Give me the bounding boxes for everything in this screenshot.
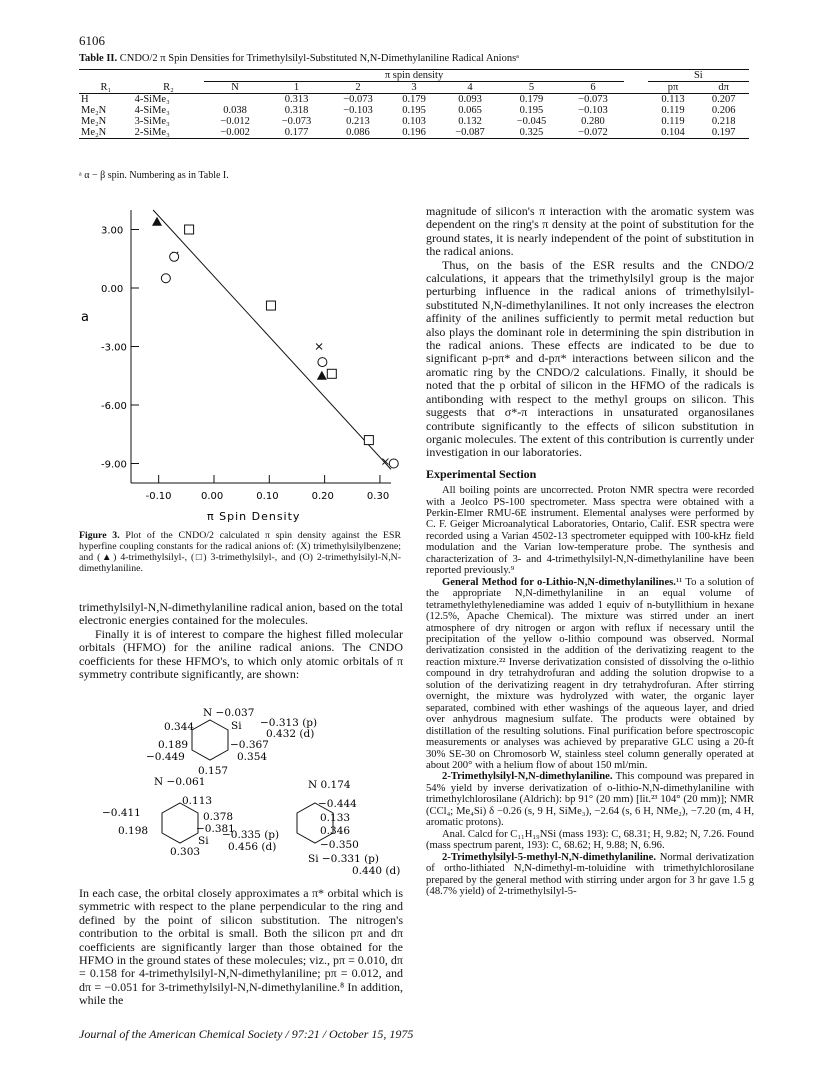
table-caption-text: CNDO/2 π Spin Densities for Trimethylsilyl-Substituted N,N-Dimethylaniline Radical Anionsᵃ <box>119 53 520 64</box>
svg-text:−0.350: −0.350 <box>320 839 359 851</box>
spin-density-table <box>79 69 749 139</box>
table-footnote: ᵃ α − β spin. Numbering as in Table I. <box>79 170 229 181</box>
svg-text:0.432 (d): 0.432 (d) <box>266 728 315 740</box>
point-square <box>327 369 336 378</box>
left-column-top <box>79 601 403 681</box>
svg-text:0.113: 0.113 <box>182 795 213 807</box>
x-tick-label: 0.10 <box>256 491 279 502</box>
x-tick-label: -0.10 <box>145 491 172 502</box>
svg-text:0.198: 0.198 <box>118 825 149 837</box>
point-circle <box>170 252 179 261</box>
svg-text:0.157: 0.157 <box>198 765 229 777</box>
page-number: 6106 <box>79 33 105 48</box>
col-header: 2 <box>355 82 361 93</box>
svg-text:Si: Si <box>198 835 209 847</box>
point-circle <box>161 274 170 283</box>
table-caption <box>79 53 759 64</box>
spin-density-group-header: π spin density <box>204 70 623 82</box>
svg-text:N −0.061: N −0.061 <box>154 776 206 788</box>
right-column <box>426 205 754 897</box>
col-header: R₂ <box>163 81 174 93</box>
y-tick-label: -6.00 <box>101 401 127 412</box>
col-header: 5 <box>528 82 535 93</box>
svg-text:0.303: 0.303 <box>170 846 201 858</box>
svg-text:−0.411: −0.411 <box>102 807 141 819</box>
svg-text:−0.335 (p): −0.335 (p) <box>222 829 280 841</box>
table-row: H 4-SiMe₃ 0.313 −0.073 0.179 0.093 0.179 −0.073 0.113 0.207 <box>81 94 736 105</box>
figure-3-plot <box>79 198 409 523</box>
si-group-header: Si <box>648 70 749 82</box>
paragraph: Anal. Calcd for C₁₁H₁₉NSi (mass 193): C, 68.31; H, 9.82; N, 7.26. Found (mass spectrum parent, 193): C, 68.62; H, 9.88; N, 6.96. <box>426 828 754 852</box>
point-circle <box>318 358 327 367</box>
svg-text:0.440 (d): 0.440 (d) <box>352 865 401 877</box>
svg-text:N −0.037: N −0.037 <box>203 707 255 719</box>
figure-caption-text: Plot of the CNDO/2 calculated π spin density against the ESR hyperfine coupling constants for the radical anions of: (X) trimethylsilylbenzene; and (▲) 4-trimethylsilyl-, (□) 3-trimethylsilyl-, and (O) 2-trimethylsilyl-N,N-dimethylaniline. <box>79 530 401 574</box>
point-circle <box>389 459 398 468</box>
structure-3-silyl <box>102 776 279 858</box>
paragraph: General Method for o-Lithio-N,N-dimethylanilines.¹¹ To a solution of the appropriate N,N-dimethylaniline in an equal volume of tetramethylethylenediamine was added 1 equiv of n-butyllithium in hexane (12.5%, Apache Chemical). The mixture was stirred under an inert atmosphere of dry nitrogen or argon with reflux if necessary until the precipitation of the yellow o-lithio compound was observed. Normal derivatization consisted in the addition of the derivatizing reagent to the reaction mixture.²² Inverse derivatization consisted of dissolving the o-lithio compound in dry tetrahydrofuran and adding the solution dropwise to a solution of the derivatizing reagent in dry tetrahydrofuran. After stirring overnight, the mixture was hydrolyzed with water, the organic layer separated, combined with ether washings of the aqueous layer, and dried over anhydrous magnesium sulfate. The products were obtained by distillation of the resulting solutions. Final purification before spectroscopic measurements or analyses was achieved by preparative GLC using a 20-ft 30% SE-30 on Chromosorb W, stainless steel column generally operated at about 200° with a helium flow of about 150 ml/min. <box>426 576 754 771</box>
svg-text:0.346: 0.346 <box>320 825 351 837</box>
x-tick-label: 0.00 <box>200 491 224 502</box>
svg-text:−0.313 (p): −0.313 (p) <box>260 717 318 729</box>
svg-text:Si: Si <box>231 720 242 732</box>
structure-4-silyl <box>146 707 317 777</box>
experimental-heading: Experimental Section <box>426 466 537 481</box>
col-header: dπ <box>718 82 729 93</box>
point-square <box>266 301 275 310</box>
fit-line <box>153 210 391 469</box>
paragraph: In each case, the orbital closely approximates a π* orbital which is symmetric with respect to the plane perpendicular to the ring and defined by the point of silicon substitution. The nitrogen's contribution to the orbital is small. Both the silicon pπ and dπ coefficients are significantly larger than those obtained for the HFMO in the ground states of these molecules; viz., pπ = 0.010, dπ = 0.158 for 4-trimethylsilyl-N,N-dimethylaniline; pπ = 0.012, and dπ = −0.051 for 3-trimethylsilyl-N,N-dimethylaniline.⁸ In addition, while the <box>79 886 403 1008</box>
col-header: 1 <box>293 82 300 93</box>
svg-text:0.378: 0.378 <box>203 811 234 823</box>
paragraph: 2-Trimethylsilyl-N,N-dimethylaniline. This compound was prepared in 54% yield by inverse derivatization of o-lithio-N,N-dimethylaniline with trimethylchlorosilane (Aldrich): bp 91° (20 mm) [lit.²³ 104° (20 mm)]; NMR (CCl₄; Me₄Si) δ −0.26 (s, 9 H, SiMe₃), −2.64 (s, 6 H, NMe₂), −7.20 (m, 4 H, aromatic protons). <box>426 771 754 829</box>
paragraph: Thus, on the basis of the ESR results and the CNDO/2 calculations, it appears that the trimethylsilyl group is the major perturbing influence in the radical anions of trimethylsilyl-substituted N,N-dimethylanilines. It not only increases the electron affinity of the anilines sufficiently to permit metal reduction but also plays the dominant role in determining the spin distribution in the radical anions. These effects are indicated to be due to significant p-pπ* and d-pπ* interactions between silicon and the aromatic ring by the CNDO/2 calculations. Finally, it should be noted that the p orbital of silicon in the HFMO of the radicals is antibonding with respect to the methyl groups on silicon. This suggests that σ*-π interactions in unsaturated organosilanes contribute significantly to the effects of silicon substitution in organic molecules. The extent of this contribution is currently under investigation in our laboratories. <box>426 257 754 460</box>
x-tick-label: 0.20 <box>311 491 334 502</box>
table-row: Me₂N 4-SiMe₃ 0.038 0.318 −0.103 0.195 0.065 0.195 −0.103 0.119 0.206 <box>81 105 736 116</box>
svg-text:0.189: 0.189 <box>158 739 189 751</box>
table-row: Me₂N 3-SiMe₃ −0.012 −0.073 0.213 0.103 0.132 −0.045 0.280 0.119 0.218 <box>81 116 736 127</box>
y-tick-label: 3.00 <box>101 225 124 237</box>
point-x <box>316 344 322 350</box>
svg-text:Si −0.331 (p): Si −0.331 (p) <box>308 853 379 865</box>
svg-text:0.354: 0.354 <box>237 751 268 763</box>
plot-axes <box>101 210 391 502</box>
col-header: 4 <box>467 82 473 93</box>
svg-text:−0.444: −0.444 <box>318 798 357 810</box>
structure-2-silyl <box>297 779 400 877</box>
svg-text:−0.449: −0.449 <box>146 751 185 763</box>
figure-caption-label: Figure 3. <box>79 530 120 541</box>
paragraph: All boiling points are uncorrected. Proton NMR spectra were recorded with a Jeolco PS-100 spectrometer. Mass spectra were obtained with a Perkin-Elmer RMU-6E instrument. Elemental analyses were performed by C. F. Geiger Microanalytical Laboratories, Ontario, Calif. ESR spectra were recorded using a Varian 4502-13 spectrometer equipped with 100-kHz field modulation and the Varian low-temperature probe. The synthesis and characterization of 3- and 4-trimethylsilyl-N,N-dimethylaniline have been reported previously.⁹ <box>426 485 754 577</box>
plot-marks <box>152 210 398 469</box>
y-tick-label: -3.00 <box>101 342 127 354</box>
journal-footer: Journal of the American Chemical Society / 97:21 / October 15, 1975 <box>79 1027 414 1041</box>
svg-text:−0.381: −0.381 <box>196 823 235 835</box>
paragraph: Finally it is of interest to compare the highest filled molecular orbitals (HFMO) for the aniline radical anions. The CNDO coefficients for these HFMO's, to which only atomic orbitals of π symmetry contribute significantly, are shown: <box>79 626 403 682</box>
paragraph: 2-Trimethylsilyl-5-methyl-N,N-dimethylaniline. Normal derivatization of ortho-lithiated N,N-dimethyl-m-toluidine with trimethylchlorosilane prepared by the general method with stirring under argon for 3 hr gave 1.5 g (48.7% yield) of 2-trimethylsilyl-5- <box>426 851 754 897</box>
svg-text:0.133: 0.133 <box>320 812 351 824</box>
col-header: N <box>231 82 239 93</box>
point-square <box>364 436 373 445</box>
y-tick-label: -9.00 <box>101 459 127 471</box>
svg-text:0.456 (d): 0.456 (d) <box>228 841 277 853</box>
svg-text:−0.367: −0.367 <box>230 739 269 751</box>
point-triangle <box>317 371 327 380</box>
point-square <box>185 225 194 234</box>
col-header: R₁ <box>100 81 112 93</box>
left-column-bottom <box>79 887 403 1008</box>
paragraph: trimethylsilyl-N,N-dimethylaniline radical anion, based on the total electronic energies contained for the molecules. <box>79 600 403 628</box>
col-header: 6 <box>590 82 596 93</box>
y-tick-label: 0.00 <box>101 284 124 295</box>
table-row: Me₂N 2-SiMe₃ −0.002 0.177 0.086 0.196 −0.087 0.325 −0.072 0.104 0.197 <box>79 127 749 139</box>
paragraph: magnitude of silicon's π interaction with the aromatic system was dependent on the ring's π density at the point of substitution for the ground states, it is nearly independent of the point of substitution in the radical anions. <box>426 204 754 259</box>
y-axis-label: a <box>81 310 89 325</box>
hfmo-structures <box>102 700 401 880</box>
col-header: 3 <box>411 82 417 93</box>
svg-text:N 0.174: N 0.174 <box>308 779 351 791</box>
table-caption-label: Table II. <box>79 53 118 64</box>
x-axis-label: π Spin Density <box>207 510 301 523</box>
x-tick-label: 0.30 <box>366 491 390 502</box>
table-header-row <box>79 82 749 94</box>
figure-caption <box>79 530 401 574</box>
svg-text:0.344: 0.344 <box>164 721 195 733</box>
col-header: pπ <box>667 82 679 93</box>
